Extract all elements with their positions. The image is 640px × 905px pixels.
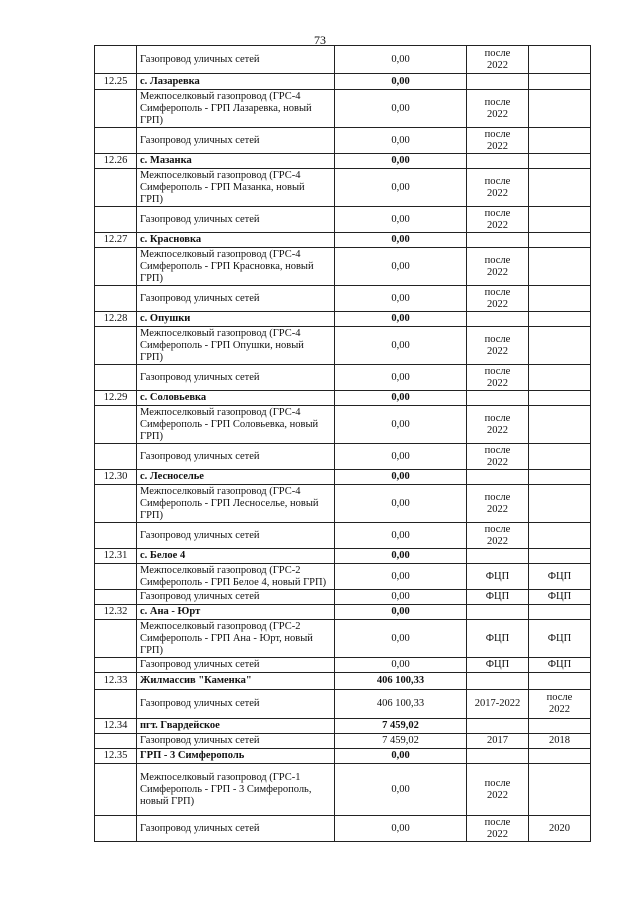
- table-row-settlement: [95, 719, 591, 734]
- row-period-2: [529, 286, 591, 312]
- row-period-2: 2018: [529, 734, 591, 749]
- row-name: Газопровод уличных сетей: [137, 690, 335, 719]
- row-name: пгт. Гвардейское: [137, 719, 335, 734]
- row-period-2: [529, 169, 591, 207]
- table-row: [95, 620, 591, 658]
- row-period-2: ФЦП: [529, 658, 591, 673]
- row-value: 7 459,02: [335, 719, 467, 734]
- row-name: Газопровод уличных сетей: [137, 523, 335, 549]
- row-value: 0,00: [335, 286, 467, 312]
- row-name: Межпоселковый газопровод (ГРС-4 Симферополь - ГРП Мазанка, новый ГРП): [137, 169, 335, 207]
- gas-pipeline-table: [94, 45, 591, 842]
- row-value: 0,00: [335, 590, 467, 605]
- row-value: 0,00: [335, 154, 467, 169]
- row-name: с. Лесноселье: [137, 470, 335, 485]
- row-value: 0,00: [335, 564, 467, 590]
- row-value: 0,00: [335, 749, 467, 764]
- row-number: [95, 734, 137, 749]
- row-period-1: после 2022: [467, 207, 529, 233]
- table-row-settlement: [95, 470, 591, 485]
- row-period-2: [529, 549, 591, 564]
- row-name: с. Соловьевка: [137, 391, 335, 406]
- table-row: [95, 286, 591, 312]
- row-period-1: 2017: [467, 734, 529, 749]
- row-name: Газопровод уличных сетей: [137, 128, 335, 154]
- row-period-1: [467, 605, 529, 620]
- row-name: Газопровод уличных сетей: [137, 590, 335, 605]
- table-row-settlement: [95, 749, 591, 764]
- row-number: 12.30: [95, 470, 137, 485]
- table-row: [95, 816, 591, 842]
- row-number: 12.33: [95, 673, 137, 690]
- row-value: 0,00: [335, 444, 467, 470]
- table-body: [95, 46, 591, 842]
- row-period-1: [467, 749, 529, 764]
- row-value: 0,00: [335, 128, 467, 154]
- row-name: Межпоселковый газопровод (ГРС-4 Симферополь - ГРП Опушки, новый ГРП): [137, 327, 335, 365]
- table-row: [95, 207, 591, 233]
- row-period-2: [529, 327, 591, 365]
- table-row: [95, 248, 591, 286]
- row-name: Газопровод уличных сетей: [137, 734, 335, 749]
- row-period-1: после 2022: [467, 816, 529, 842]
- row-period-2: [529, 764, 591, 816]
- table-row-settlement: [95, 391, 591, 406]
- row-number: [95, 485, 137, 523]
- table-row: [95, 444, 591, 470]
- row-value: 0,00: [335, 169, 467, 207]
- table-row: [95, 590, 591, 605]
- row-number: [95, 286, 137, 312]
- table-row: [95, 365, 591, 391]
- row-period-1: после 2022: [467, 327, 529, 365]
- row-name: с. Опушки: [137, 312, 335, 327]
- row-number: [95, 620, 137, 658]
- row-name: Жилмассив "Каменка": [137, 673, 335, 690]
- table-row-settlement: [95, 549, 591, 564]
- row-value: 0,00: [335, 485, 467, 523]
- row-value: 0,00: [335, 470, 467, 485]
- row-value: 0,00: [335, 46, 467, 74]
- table-row: [95, 690, 591, 719]
- row-period-1: ФЦП: [467, 658, 529, 673]
- row-name: Межпоселковый газопровод (ГРС-2 Симферополь - ГРП Белое 4, новый ГРП): [137, 564, 335, 590]
- table-row: [95, 327, 591, 365]
- row-number: [95, 764, 137, 816]
- row-period-1: 2017-2022: [467, 690, 529, 719]
- row-period-2: после 2022: [529, 690, 591, 719]
- row-number: [95, 327, 137, 365]
- row-name: Межпоселковый газопровод (ГРС-1 Симферополь - ГРП - 3 Симферополь, новый ГРП): [137, 764, 335, 816]
- table-row-settlement: [95, 154, 591, 169]
- row-name: с. Красновка: [137, 233, 335, 248]
- row-period-2: ФЦП: [529, 564, 591, 590]
- row-period-1: [467, 549, 529, 564]
- row-name: Межпоселковый газопровод (ГРС-4 Симферополь - ГРП Красновка, новый ГРП): [137, 248, 335, 286]
- row-number: [95, 658, 137, 673]
- row-name: Межпоселковый газопровод (ГРС-4 Симферополь - ГРП Лесноселье, новый ГРП): [137, 485, 335, 523]
- table-row-settlement: [95, 673, 591, 690]
- row-value: 0,00: [335, 658, 467, 673]
- table-row: [95, 90, 591, 128]
- row-name: Газопровод уличных сетей: [137, 46, 335, 74]
- row-name: ГРП - 3 Симферополь: [137, 749, 335, 764]
- row-value: 406 100,33: [335, 690, 467, 719]
- table-row: [95, 764, 591, 816]
- row-period-2: [529, 74, 591, 90]
- row-name: с. Лазаревка: [137, 74, 335, 90]
- row-value: 0,00: [335, 523, 467, 549]
- row-period-2: [529, 673, 591, 690]
- row-period-1: [467, 233, 529, 248]
- row-period-2: [529, 207, 591, 233]
- row-number: 12.35: [95, 749, 137, 764]
- table-row-settlement: [95, 74, 591, 90]
- row-name: Межпоселковый газопровод (ГРС-4 Симферополь - ГРП Соловьевка, новый ГРП): [137, 406, 335, 444]
- row-period-2: [529, 719, 591, 734]
- row-period-2: 2020: [529, 816, 591, 842]
- row-value: 0,00: [335, 207, 467, 233]
- row-name: с. Белое 4: [137, 549, 335, 564]
- row-period-1: после 2022: [467, 485, 529, 523]
- table-row: [95, 564, 591, 590]
- table-row: [95, 523, 591, 549]
- row-name: Газопровод уличных сетей: [137, 286, 335, 312]
- row-number: [95, 248, 137, 286]
- row-period-2: [529, 523, 591, 549]
- row-period-2: [529, 154, 591, 169]
- row-number: [95, 406, 137, 444]
- row-period-1: [467, 673, 529, 690]
- row-number: [95, 444, 137, 470]
- row-number: 12.27: [95, 233, 137, 248]
- row-name: Газопровод уличных сетей: [137, 658, 335, 673]
- row-name: Газопровод уличных сетей: [137, 207, 335, 233]
- row-period-1: [467, 312, 529, 327]
- row-period-2: [529, 444, 591, 470]
- row-number: [95, 523, 137, 549]
- row-value: 0,00: [335, 312, 467, 327]
- row-value: 0,00: [335, 90, 467, 128]
- row-period-1: [467, 719, 529, 734]
- row-period-2: [529, 233, 591, 248]
- row-number: [95, 207, 137, 233]
- row-value: 406 100,33: [335, 673, 467, 690]
- row-period-2: [529, 90, 591, 128]
- row-value: 0,00: [335, 406, 467, 444]
- table-row-settlement: [95, 312, 591, 327]
- row-value: 0,00: [335, 248, 467, 286]
- row-period-1: [467, 154, 529, 169]
- row-number: 12.32: [95, 605, 137, 620]
- row-value: 0,00: [335, 605, 467, 620]
- row-period-1: после 2022: [467, 406, 529, 444]
- row-name: Межпоселковый газопровод (ГРС-4 Симферополь - ГРП Лазаревка, новый ГРП): [137, 90, 335, 128]
- row-name: Газопровод уличных сетей: [137, 444, 335, 470]
- row-number: [95, 816, 137, 842]
- row-value: 0,00: [335, 365, 467, 391]
- row-name: Газопровод уличных сетей: [137, 365, 335, 391]
- row-number: 12.25: [95, 74, 137, 90]
- row-value: 7 459,02: [335, 734, 467, 749]
- row-value: 0,00: [335, 233, 467, 248]
- row-period-2: [529, 365, 591, 391]
- row-value: 0,00: [335, 816, 467, 842]
- row-value: 0,00: [335, 549, 467, 564]
- row-number: [95, 46, 137, 74]
- row-number: [95, 590, 137, 605]
- table-row-settlement: [95, 605, 591, 620]
- table-row-settlement: [95, 233, 591, 248]
- row-name: Газопровод уличных сетей: [137, 816, 335, 842]
- row-name: с. Мазанка: [137, 154, 335, 169]
- row-period-2: ФЦП: [529, 620, 591, 658]
- row-period-2: ФЦП: [529, 590, 591, 605]
- row-value: 0,00: [335, 327, 467, 365]
- row-period-2: [529, 406, 591, 444]
- row-number: 12.26: [95, 154, 137, 169]
- row-period-1: после 2022: [467, 90, 529, 128]
- row-period-1: после 2022: [467, 764, 529, 816]
- table-row: [95, 734, 591, 749]
- table-row: [95, 406, 591, 444]
- row-number: [95, 365, 137, 391]
- row-period-2: [529, 248, 591, 286]
- row-period-2: [529, 485, 591, 523]
- table-row: [95, 485, 591, 523]
- row-period-1: [467, 470, 529, 485]
- row-number: [95, 564, 137, 590]
- row-period-1: [467, 74, 529, 90]
- row-number: 12.28: [95, 312, 137, 327]
- row-number: [95, 690, 137, 719]
- row-value: 0,00: [335, 764, 467, 816]
- row-number: 12.31: [95, 549, 137, 564]
- row-period-1: ФЦП: [467, 620, 529, 658]
- table-row: [95, 169, 591, 207]
- row-value: 0,00: [335, 74, 467, 90]
- row-value: 0,00: [335, 391, 467, 406]
- row-period-1: после 2022: [467, 46, 529, 74]
- row-period-2: [529, 312, 591, 327]
- table-row: [95, 46, 591, 74]
- row-period-1: ФЦП: [467, 590, 529, 605]
- row-period-1: после 2022: [467, 286, 529, 312]
- page-number: 73: [314, 33, 326, 47]
- row-period-1: после 2022: [467, 523, 529, 549]
- row-period-2: [529, 605, 591, 620]
- row-period-2: [529, 46, 591, 74]
- row-number: 12.29: [95, 391, 137, 406]
- row-period-1: после 2022: [467, 444, 529, 470]
- row-value: 0,00: [335, 620, 467, 658]
- row-number: [95, 90, 137, 128]
- row-number: [95, 169, 137, 207]
- row-period-2: [529, 128, 591, 154]
- row-period-2: [529, 749, 591, 764]
- row-period-1: [467, 391, 529, 406]
- table-row: [95, 658, 591, 673]
- row-period-1: после 2022: [467, 365, 529, 391]
- row-period-1: ФЦП: [467, 564, 529, 590]
- row-period-1: после 2022: [467, 169, 529, 207]
- row-number: [95, 128, 137, 154]
- row-name: Межпоселковый газопровод (ГРС-2 Симферополь - ГРП Ана - Юрт, новый ГРП): [137, 620, 335, 658]
- row-period-1: после 2022: [467, 248, 529, 286]
- row-name: с. Ана - Юрт: [137, 605, 335, 620]
- row-period-1: после 2022: [467, 128, 529, 154]
- row-number: 12.34: [95, 719, 137, 734]
- table-row: [95, 128, 591, 154]
- row-period-2: [529, 470, 591, 485]
- row-period-2: [529, 391, 591, 406]
